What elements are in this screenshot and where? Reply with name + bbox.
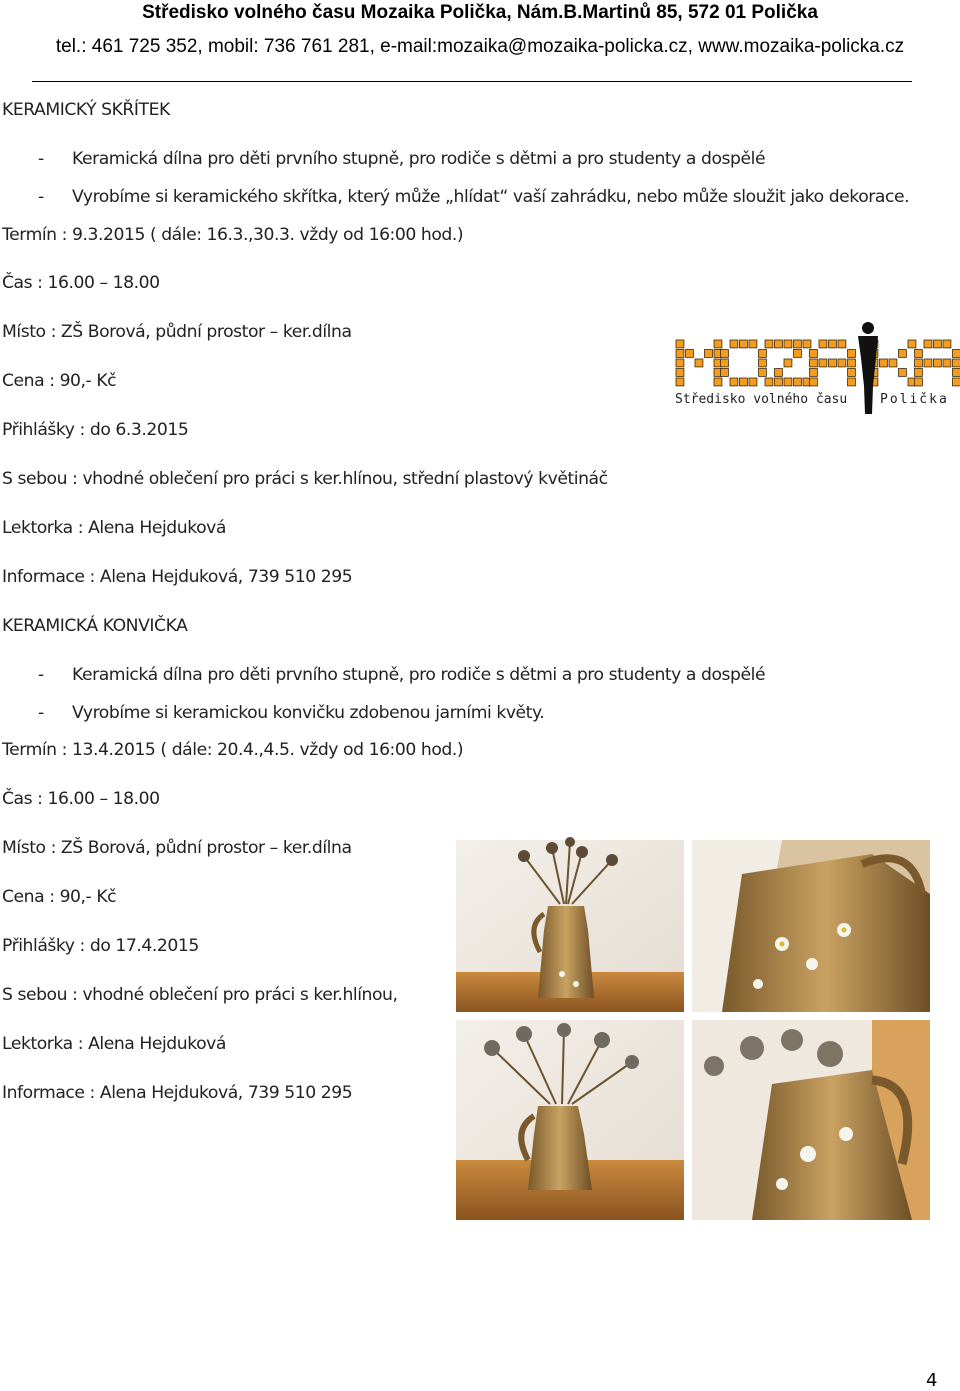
logo-mosaic-tile	[775, 378, 783, 386]
photo-panel-top-right	[692, 840, 930, 1012]
section1-cena: Cena : 90,- Kč	[2, 371, 116, 391]
bullet-text: Keramická dílna pro děti prvního stupně, pro rodiče s dětmi a pro studenty a dospělé	[72, 665, 765, 685]
logo-mosaic-tile	[915, 369, 923, 377]
section2-bullet-2	[2, 703, 544, 723]
logo-mosaic-tile	[953, 369, 960, 377]
header-organization: Středisko volného času Mozaika Polička, Nám.B.Martinů 85, 572 01 Polička	[0, 2, 960, 24]
logo-mosaic-tile	[915, 378, 923, 386]
logo-mosaic-tile	[676, 350, 684, 358]
logo-mosaic-tile	[695, 359, 703, 367]
logo-mosaic-tile	[705, 350, 713, 358]
logo-mosaic-tile	[829, 340, 837, 348]
logo-mosaic-tile	[775, 369, 783, 377]
section1-termin: Termín : 9.3.2015 ( dále: 16.3.,30.3. vždy od 16:00 hod.)	[2, 225, 463, 245]
logo-mosaic-tile	[714, 340, 722, 348]
logo-mosaic-tile	[899, 350, 907, 358]
section2-cena: Cena : 90,- Kč	[2, 887, 116, 907]
logo-mosaic-tile	[915, 350, 923, 358]
logo-mosaic-tile	[794, 378, 802, 386]
logo-mosaic-tile	[676, 378, 684, 386]
logo-mosaic-tile	[794, 340, 802, 348]
logo-mosaic-tile	[765, 378, 773, 386]
section1-bullet-2	[2, 187, 909, 207]
logo-mosaic-tile	[676, 359, 684, 367]
logo-figure	[858, 322, 878, 414]
logo-mosaic-tile	[794, 350, 802, 358]
logo-mosaic-tile	[784, 359, 792, 367]
logo-mosaic-tile	[714, 378, 722, 386]
logo-mosaic-tile	[810, 369, 818, 377]
logo-mosaic-tile	[803, 340, 811, 348]
section2-informace: Informace : Alena Hejduková, 739 510 295	[2, 1083, 352, 1103]
section2-title: KERAMICKÁ KONVIČKA	[2, 616, 187, 636]
logo-mosaic-tile	[759, 359, 767, 367]
logo-mosaic-tile	[740, 340, 748, 348]
section1-informace: Informace : Alena Hejduková, 739 510 295	[2, 567, 352, 587]
bullet-dash: -	[2, 149, 72, 169]
bullet-text: Vyrobíme si keramického skřítka, který může „hlídat“ vaší zahrádku, nebo může sloužit jako dekorace.	[72, 187, 909, 207]
logo-mosaic-tile	[784, 340, 792, 348]
logo-mosaic-letters	[676, 340, 960, 386]
logo-mosaic-tile	[924, 340, 932, 348]
logo-mosaic-tile	[848, 369, 856, 377]
section2-cas: Čas : 16.00 – 18.00	[2, 789, 160, 809]
logo-mosaic-tile	[953, 359, 960, 367]
photo-panel-bottom-left	[456, 1020, 684, 1220]
logo-mosaic-tile	[749, 340, 757, 348]
logo-mosaic-tile	[784, 378, 792, 386]
logo-mosaic-tile	[953, 350, 960, 358]
section2-termin: Termín : 13.4.2015 ( dále: 20.4.,4.5. vždy od 16:00 hod.)	[2, 740, 463, 760]
logo-subtitle-right: Polička	[880, 392, 949, 407]
logo-mosaic-tile	[730, 340, 738, 348]
logo-mosaic-tile	[848, 378, 856, 386]
logo-mosaic-tile	[775, 340, 783, 348]
logo-mosaic-tile	[759, 369, 767, 377]
logo-mosaic-tile	[819, 359, 827, 367]
section1-misto: Místo : ZŠ Borová, půdní prostor – ker.dílna	[2, 322, 352, 342]
section1-bullet-1	[2, 149, 765, 169]
logo-mosaic-tile	[899, 369, 907, 377]
jug-photo-collage	[452, 834, 934, 1224]
logo-mosaic-tile	[765, 340, 773, 348]
logo-mosaic-tile	[829, 359, 837, 367]
bullet-text: Vyrobíme si keramickou konvičku zdobenou jarními květy.	[72, 703, 544, 723]
logo-mosaic-tile	[848, 350, 856, 358]
photo-panel-top-left	[456, 837, 684, 1012]
logo-mosaic-tile	[880, 359, 888, 367]
page-number: 4	[926, 1370, 937, 1391]
logo-mosaic-tile	[838, 359, 846, 367]
logo-mosaic-tile	[908, 340, 916, 348]
logo-mosaic-tile	[810, 378, 818, 386]
logo-mosaic-tile	[759, 350, 767, 358]
logo-subtitle-left: Středisko volného času	[675, 392, 847, 407]
logo-mosaic-tile	[943, 359, 951, 367]
bullet-dash: -	[2, 703, 72, 723]
section2-prihlasky: Přihlášky : do 17.4.2015	[2, 936, 199, 956]
bullet-dash: -	[2, 187, 72, 207]
logo-mosaic-tile	[721, 369, 729, 377]
bullet-dash: -	[2, 665, 72, 685]
logo-mosaic-tile	[730, 378, 738, 386]
logo-mosaic-tile	[924, 359, 932, 367]
logo-mosaic-tile	[676, 369, 684, 377]
logo-mosaic-tile	[943, 340, 951, 348]
section2-sebou: S sebou : vhodné oblečení pro práci s ker.hlínou,	[2, 985, 398, 1005]
photo-panel-bottom-right	[692, 1020, 930, 1220]
logo-mosaic-tile	[848, 359, 856, 367]
logo-mosaic-tile	[934, 340, 942, 348]
logo-mosaic-tile	[721, 359, 729, 367]
logo-mosaic-tile	[749, 378, 757, 386]
section2-misto: Místo : ZŠ Borová, půdní prostor – ker.dílna	[2, 838, 352, 858]
section1-prihlasky: Přihlášky : do 6.3.2015	[2, 420, 188, 440]
logo-mosaic-tile	[810, 350, 818, 358]
header-contacts: tel.: 461 725 352, mobil: 736 761 281, e-mail:mozaika@mozaika-policka.cz, www.mozaika-policka.cz	[0, 36, 960, 58]
bullet-text: Keramická dílna pro děti prvního stupně, pro rodiče s dětmi a pro studenty a dospělé	[72, 149, 765, 169]
logo-mosaic-tile	[686, 350, 694, 358]
logo-mosaic-tile	[953, 378, 960, 386]
logo-mosaic-tile	[819, 340, 827, 348]
logo-mosaic-tile	[889, 359, 897, 367]
logo-mosaic-tile	[740, 378, 748, 386]
header-divider	[32, 81, 912, 82]
logo-mosaic-tile	[676, 340, 684, 348]
section1-sebou: S sebou : vhodné oblečení pro práci s ker.hlínou, střední plastový květináč	[2, 469, 608, 489]
logo-mosaic-tile	[915, 359, 923, 367]
mozaika-logo	[672, 318, 960, 422]
section1-lektorka: Lektorka : Alena Hejduková	[2, 518, 226, 538]
section1-title: KERAMICKÝ SKŘÍTEK	[2, 100, 170, 120]
logo-mosaic-tile	[838, 340, 846, 348]
section1-cas: Čas : 16.00 – 18.00	[2, 273, 160, 293]
section2-bullet-1	[2, 665, 765, 685]
logo-mosaic-tile	[810, 359, 818, 367]
logo-mosaic-tile	[721, 350, 729, 358]
logo-mosaic-tile	[934, 359, 942, 367]
section2-lektorka: Lektorka : Alena Hejduková	[2, 1034, 226, 1054]
